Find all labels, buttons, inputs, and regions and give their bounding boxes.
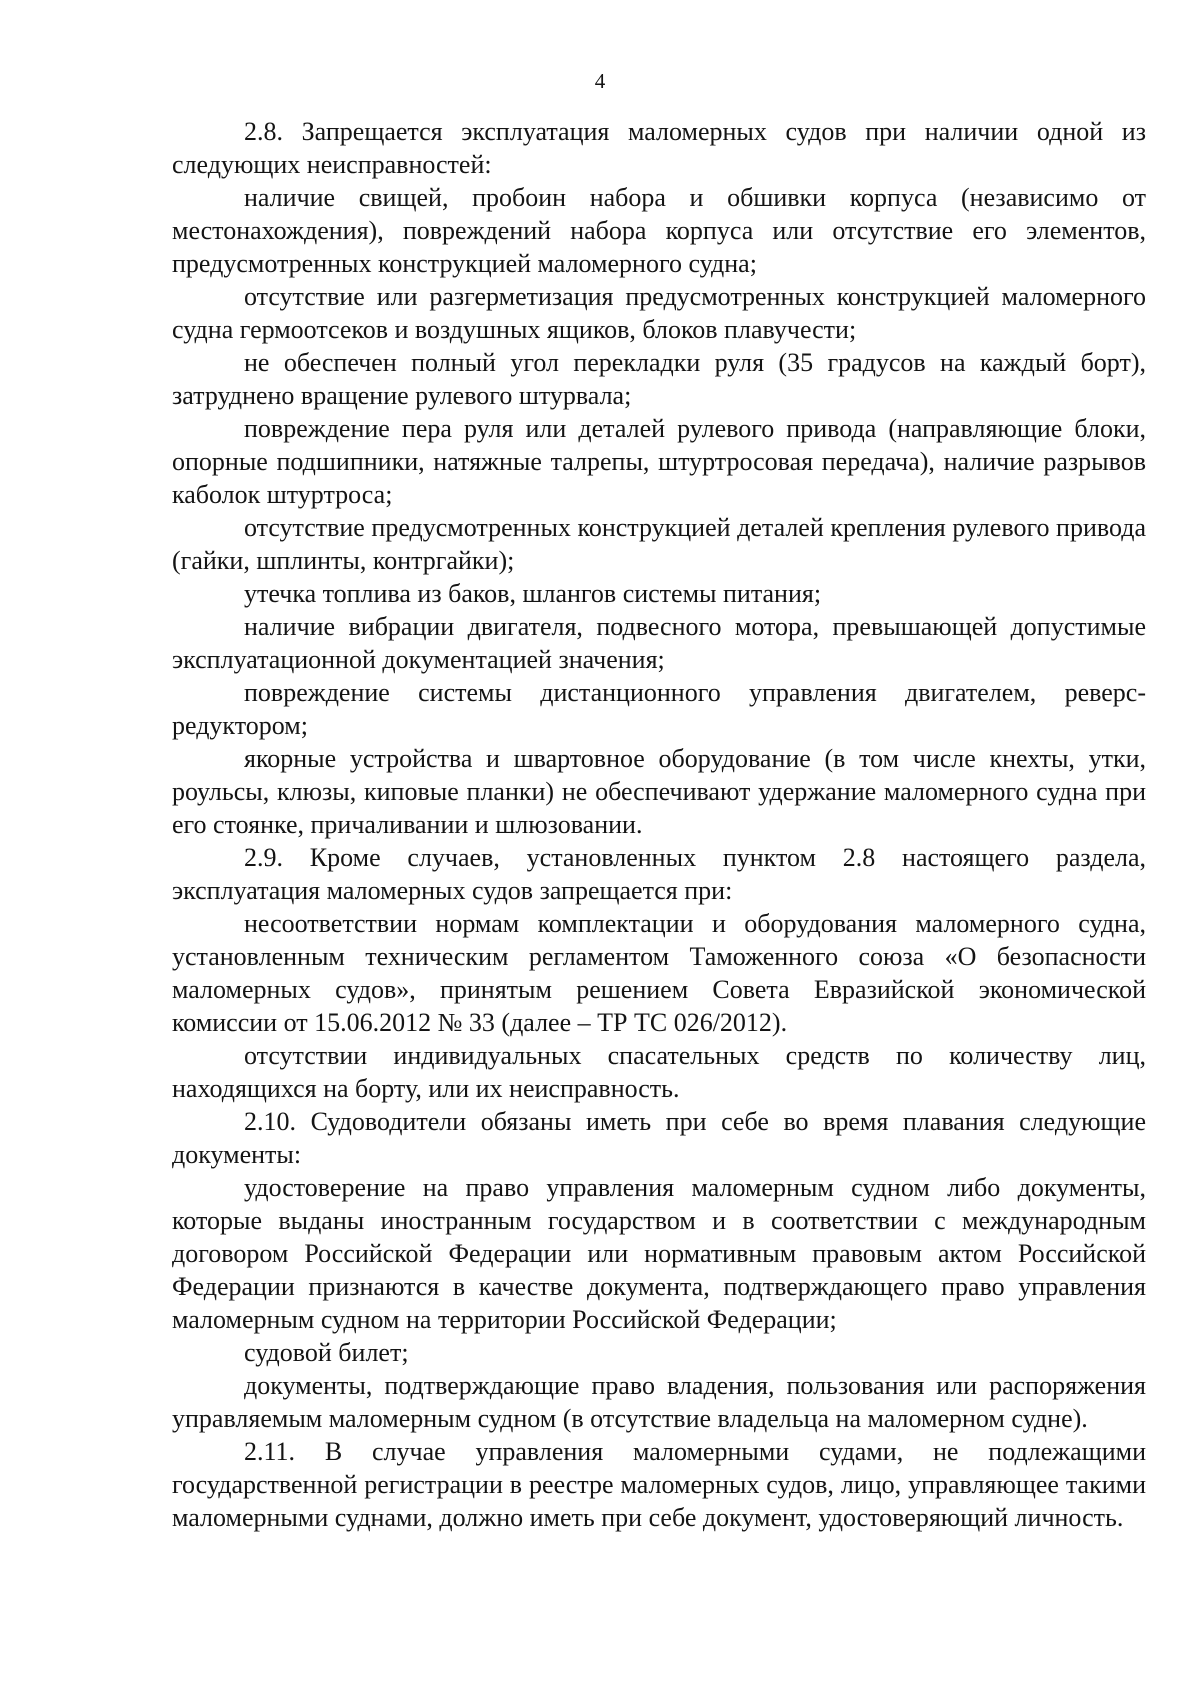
list-item-life-saving: отсутствии индивидуальных спасательных средств по количеству лиц, находящихся на борту, или их неисправность. xyxy=(172,1041,1146,1103)
list-item-engine-vibration: наличие вибрации двигателя, подвесного мотора, превышающей допустимые эксплуатационной документацией значения; xyxy=(172,612,1146,674)
paragraph-2-9: 2.9. Кроме случаев, установленных пунктом 2.8 настоящего раздела, эксплуатация маломерных судов запрещается при: xyxy=(172,843,1146,905)
page-number: 4 xyxy=(594,69,606,93)
paragraph-2-11: 2.11. В случае управления маломерными судами, не подлежащими государственной регистрации в реестре маломерных судов, лицо, управляющее такими маломерными суднами, должно иметь при себе документ, удостоверяющий личность. xyxy=(172,1437,1146,1532)
list-item-steering-fasteners: отсутствие предусмотренных конструкцией деталей крепления рулевого привода (гайки, шплинты, контргайки); xyxy=(172,513,1146,575)
list-item-ship-ticket: судовой билет; xyxy=(244,1338,409,1367)
list-item-anchor-mooring: якорные устройства и швартовное оборудование (в том числе кнехты, утки, роульсы, клюзы, киповые планки) не обеспечивают удержание маломерного судна при его стоянке, причаливании и шлюзовании. xyxy=(172,744,1146,839)
list-item-remote-control: повреждение системы дистанционного управления двигателем, реверс-редуктором; xyxy=(172,678,1146,740)
list-item-license: удостоверение на право управления маломерным судном либо документы, которые выданы иностранным государством и в соответствии с международным договором Российской Федерации или нормативным правовым актом Российской Федерации признаются в качестве документа, подтверждающего право управления маломерным судном на территории Российской Федерации; xyxy=(172,1173,1146,1334)
list-item-equipment-norms: несоответствии нормам комплектации и оборудования маломерного судна, установленным техническим регламентом Таможенного союза «О безопасности маломерных судов», принятым решением Совета Евразийской экономической комиссии от 15.06.2012 № 33 (далее – ТР ТС 026/2012). xyxy=(172,909,1146,1037)
list-item-buoyancy-compartments: отсутствие или разгерметизация предусмотренных конструкцией маломерного судна гермоотсеков и воздушных ящиков, блоков плавучести; xyxy=(172,282,1146,344)
paragraph-2-8: 2.8. Запрещается эксплуатация маломерных судов при наличии одной из следующих неисправностей: xyxy=(172,117,1146,179)
list-item-rudder-angle: не обеспечен полный угол перекладки руля (35 градусов на каждый борт), затруднено вращение рулевого штурвала; xyxy=(172,348,1146,410)
list-item-fuel-leak: утечка топлива из баков, шлангов системы питания; xyxy=(244,579,822,608)
list-item-fistulas-holes: наличие свищей, пробоин набора и обшивки корпуса (независимо от местонахождения), повреждений набора корпуса или отсутствие его элементов, предусмотренных конструкцией маломерного судна; xyxy=(172,183,1146,278)
document-body xyxy=(172,115,1146,1534)
list-item-rudder-damage: повреждение пера руля или деталей рулевого привода (направляющие блоки, опорные подшипники, натяжные талрепы, штуртросовая передача), наличие разрывов каболок штуртроса; xyxy=(172,414,1146,509)
list-item-ownership-docs: документы, подтверждающие право владения, пользования или распоряжения управляемым маломерным судном (в отсутствие владельца на маломерном судне). xyxy=(172,1371,1146,1433)
paragraph-2-10: 2.10. Судоводители обязаны иметь при себе во время плавания следующие документы: xyxy=(172,1107,1146,1169)
